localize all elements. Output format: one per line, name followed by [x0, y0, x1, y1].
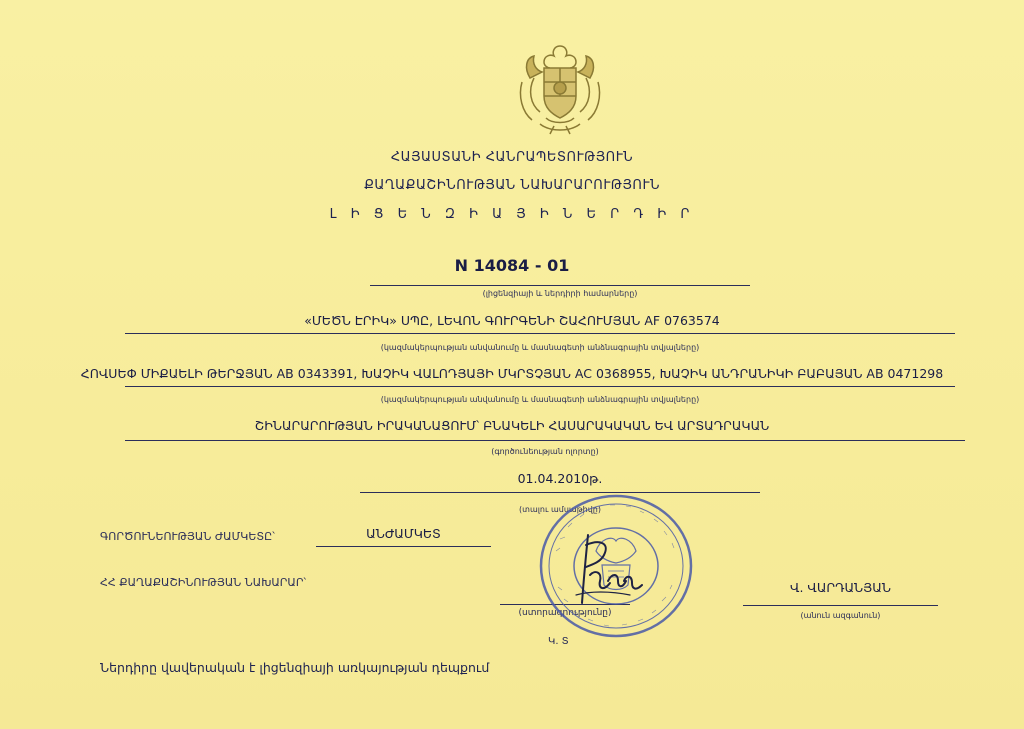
number-underline [370, 285, 750, 286]
activity-caption: (գործունեության ոլորտը) [491, 447, 599, 456]
company-underline [125, 333, 955, 334]
activity-field: ՇԻՆԱՐԱՐՈՒԹՅԱՆ ԻՐԱԿԱՆԱՑՈՒՄ՝ ԲՆԱԿԵԼԻ ՀԱՍԱՐԱԿԱԿԱՆ ԵՎ ԱՐՏԱԴՐԱԿԱՆ [254, 418, 770, 433]
handwritten-signature-icon [560, 525, 650, 615]
header-ministry: ՔԱՂԱՔԱՇԻՆՈՒԹՅԱՆ ՆԱԽԱՐԱՐՈՒԹՅՈՒՆ [364, 178, 660, 193]
validity-footer: Ներդիրը վավերական է լիցենզիայի առկայության դեպքում [100, 660, 490, 675]
header-republic: ՀԱՅԱՍՏԱՆԻ ՀԱՆՐԱՊԵՏՈՒԹՅՈՒՆ [390, 150, 634, 165]
activity-underline [125, 440, 965, 441]
name-caption: (անուն ազգանուն) [800, 611, 881, 620]
name-underline [743, 605, 938, 606]
date-caption: (տալու ամսաթիվը) [519, 505, 601, 514]
term-underline [316, 546, 491, 547]
minister-name: Վ. ՎԱՐԴԱՆՅԱՆ [790, 580, 891, 595]
minister-label: ՀՀ ՔԱՂԱՔԱՇԻՆՈՒԹՅԱՆ ՆԱԽԱՐԱՐ՝ [100, 576, 307, 589]
specialists-caption: (կազմակերպության անվանումը և մասնագետի անձնագրային տվյալները) [380, 395, 700, 404]
signature-caption: (ստորագրությունը) [518, 608, 612, 618]
license-number: N 14084 - 01 [454, 256, 570, 275]
stamp-place-mark: Կ. Տ [548, 636, 569, 647]
number-caption: (լիցենզիայի և ներդիրի համարները) [482, 289, 638, 298]
header-title: Լ Ի Ց Ե Ն Զ Ի Ա Յ Ի Ն Ե Ր Դ Ի Ր [329, 207, 695, 222]
term-label: ԳՈՐԾՈՒՆԵՈՒԹՅԱՆ ԺԱՄԿԵՏԸ՝ [100, 530, 275, 543]
specialists-list: ՀՈՎՍԵՓ ՄԻՔԱԵԼԻ ԹԵՐՋՅԱՆ AB 0343391, ԽԱՉԻԿ ՎԱԼՈԴՅԱՅԻ ՄԿՐՏՉՅԱՆ AC 0368955, ԽԱՉԻԿ ԱՆԴՐԱՆԻԿԻ ԲԱԲԱՅԱՆ AB 0471298 [80, 366, 944, 381]
specialists-underline [125, 386, 955, 387]
coat-of-arms-icon [510, 38, 610, 138]
term-value: ԱՆԺԱՄԿԵՏ [366, 526, 441, 541]
issue-date: 01.04.2010թ. [517, 471, 603, 486]
company-name: «ՄԵԾՆ ԷՐԻԿ» ՍՊԸ, ԼԵՎՈՆ ԳՈՒՐԳԵՆԻ ՇԱՀՈՒՄՅԱՆ AF 0763574 [304, 313, 720, 328]
company-caption: (կազմակերպության անվանումը և մասնագետի անձնագրային տվյալները) [380, 343, 700, 352]
